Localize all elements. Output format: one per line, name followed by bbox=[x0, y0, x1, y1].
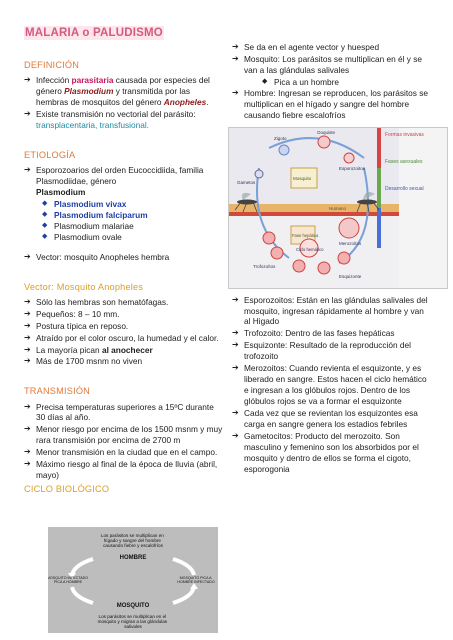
transmision-list bbox=[24, 402, 224, 482]
mosquito-label: MOSQUITO bbox=[116, 603, 150, 609]
rbc-3 bbox=[293, 260, 305, 272]
list-item: ➔ Se da en el agente vector y huesped bbox=[232, 42, 432, 53]
cycle-right-text: MOSQUITO PICA A HOMBRE INFECTADO bbox=[177, 576, 215, 585]
label-ciclo-hematico: Ciclo hemático bbox=[296, 246, 324, 252]
rbc-2 bbox=[271, 247, 283, 259]
ooquiste-stage bbox=[318, 136, 330, 148]
rbc-4 bbox=[318, 262, 330, 274]
species-item: ◆ Plasmodium malariae bbox=[24, 221, 224, 232]
list-item: ➔ Esquizonte: Resultado de la reproducción del trofozoito bbox=[232, 340, 432, 362]
list-item: ➔ La mayoría pican al anochecer bbox=[24, 345, 224, 356]
legend-asexual: Fases asexuales bbox=[385, 158, 423, 165]
arrow-top-left bbox=[72, 559, 93, 575]
cycle-top-text: Los parásitos se multiplican en hígado y sangre del hombre causando fiebre y escalofríos bbox=[100, 533, 164, 548]
esporozoito-stage bbox=[344, 153, 354, 163]
definicion-list bbox=[24, 75, 224, 131]
vector-heading: Vector: Mosquito Anopheles bbox=[24, 281, 144, 292]
cycle-diagram-svg bbox=[48, 527, 218, 633]
list-item: ➔ Sólo las hembras son hematófagas. bbox=[24, 297, 224, 308]
label-fase-hepatica: Fase hepática bbox=[292, 232, 319, 238]
etiologia-list bbox=[24, 165, 224, 243]
lifecycle-figure-svg bbox=[229, 128, 447, 288]
label-ooquiste: Ooquiste bbox=[317, 129, 336, 135]
list-item: ➔ Esporozoarios del orden Eucoccidiida, familia Plasmodiidae, género Plasmodium bbox=[24, 165, 224, 198]
liver-cell bbox=[339, 218, 359, 238]
species-item: ◆ Plasmodium vivax bbox=[24, 199, 224, 210]
hombre-label: HOMBRE bbox=[119, 555, 147, 561]
etiologia-heading: ETIOLOGÍA bbox=[24, 150, 76, 160]
zigoto-stage bbox=[279, 145, 289, 155]
page-title: MALARIA o PALUDISMO bbox=[25, 27, 163, 39]
right-bottom-list bbox=[232, 295, 432, 475]
legend-bar-sexual bbox=[377, 208, 381, 248]
label-humano: Humano bbox=[329, 205, 347, 211]
list-item: ➔ Existe transmisión no vectorial del parásito: transplacentaria, transfusional. bbox=[24, 109, 224, 131]
label-trofozoitos: Trofozoítos bbox=[253, 263, 276, 269]
left-column bbox=[24, 26, 224, 499]
legend-invasive: Formas invasivas bbox=[385, 131, 424, 138]
list-item: ➔ Hombre: Ingresan se reproducen, los parásitos se multiplican en el hígado y sangre del hombre causando fiebre escalofríos bbox=[232, 88, 432, 121]
list-item: ➔ Precisa temperaturas superiores a 15ºC durante 30 días al año. bbox=[24, 402, 224, 424]
legend-sexual: Desarrollo sexual bbox=[385, 185, 424, 192]
gameto-stage bbox=[255, 170, 263, 178]
blood-line bbox=[229, 212, 399, 216]
arrow-bottom-right bbox=[173, 587, 194, 603]
species-item: ◆ Plasmodium falciparum bbox=[24, 210, 224, 221]
list-item: ➔ Gametocitos: Producto del merozoito. Son masculino y femenino son los absorbidos por el mosquito y dentro de ellos se forma el cigoto, esporogonia bbox=[232, 431, 432, 475]
list-item: ➔ Más de 1700 msnm no viven bbox=[24, 356, 224, 367]
list-item: ➔ Esporozoitos: Están en las glándulas salivales del mosquito, ingresan rápidamente al hombre y van al Higado bbox=[232, 295, 432, 328]
label-esquizonte: Esquizonte bbox=[339, 273, 362, 279]
legend-bar-asexual bbox=[377, 168, 381, 208]
list-item: ➔ Trofozoito: Dentro de las fases hepáticas bbox=[232, 328, 432, 339]
cycle-bottom-text: Los parásitos se multiplican en el mosquito y migran a las glándulas salivales bbox=[97, 614, 168, 629]
right-column bbox=[232, 42, 432, 476]
label-mosquito: Mosquito bbox=[293, 175, 312, 181]
vector-list bbox=[24, 297, 224, 368]
list-item: ➔ Infección parasitaria causada por especies del género Plasmodium y transmitida por las hembras de mosquitos del género Anopheles. bbox=[24, 75, 224, 108]
list-item: ➔ Merozoitos: Cuando revienta el esquizonte, y es liberado en sangre. Estos hacen el ciclo hemático e ingresan a los glóbulos rojos. Dentro de los glóbulos rojos se va a formar el esquizonte bbox=[232, 363, 432, 407]
right-top-list bbox=[232, 42, 432, 121]
list-item: ➔ Menor transmisión en la ciudad que en el campo. bbox=[24, 447, 224, 458]
list-item: ➔ Pequeños: 8 – 10 mm. bbox=[24, 309, 224, 320]
lifecycle-figure bbox=[228, 127, 448, 289]
label-merozoitos: Merozoítos bbox=[339, 240, 362, 246]
cycle-left-text: MOSQUITO INFECTADO PICA A HOMBRE bbox=[48, 576, 88, 585]
list-item: ➔ Mosquito: Los parásitos se multiplican en él y se van a las glándulas salivales bbox=[232, 54, 432, 76]
species-item: ◆ Plasmodium ovale bbox=[24, 232, 224, 243]
vector-note bbox=[24, 252, 224, 263]
list-item: ➔ Cada vez que se revientan los esquizontes esa carga en sangre genera los estadios febriles bbox=[232, 408, 432, 430]
list-item: ➔ Vector: mosquito Anopheles hembra bbox=[24, 252, 224, 263]
ciclo-heading: CICLO BIOLÓGICO bbox=[24, 484, 110, 495]
rbc-1 bbox=[263, 232, 275, 244]
arrow-top-right bbox=[173, 559, 194, 575]
list-item: ➔ Atraído por el color oscuro, la humedad y el calor. bbox=[24, 333, 224, 344]
label-zigoto: Zigoto bbox=[274, 135, 287, 141]
list-item: ◆ Pica a un hombre bbox=[232, 77, 432, 88]
definicion-heading: DEFINICIÓN bbox=[24, 60, 80, 71]
label-esporozoitos: Esporozoitos bbox=[339, 165, 366, 171]
legend-bar-invasive bbox=[377, 128, 381, 168]
label-gametos: Gametos bbox=[237, 179, 256, 185]
list-item: ➔ Postura típica en reposo. bbox=[24, 321, 224, 332]
arrow-bottom-left bbox=[72, 587, 93, 603]
list-item: ➔ Menor riesgo por encima de los 1500 msnm y muy rara transmisión por encima de 2700 m bbox=[24, 424, 224, 446]
transmision-heading: TRANSMISIÓN bbox=[24, 386, 91, 397]
list-item: ➔ Máximo riesgo al final de la época de lluvia (abril, mayo) bbox=[24, 459, 224, 481]
rbc-5 bbox=[338, 252, 350, 264]
cycle-diagram bbox=[48, 527, 218, 633]
